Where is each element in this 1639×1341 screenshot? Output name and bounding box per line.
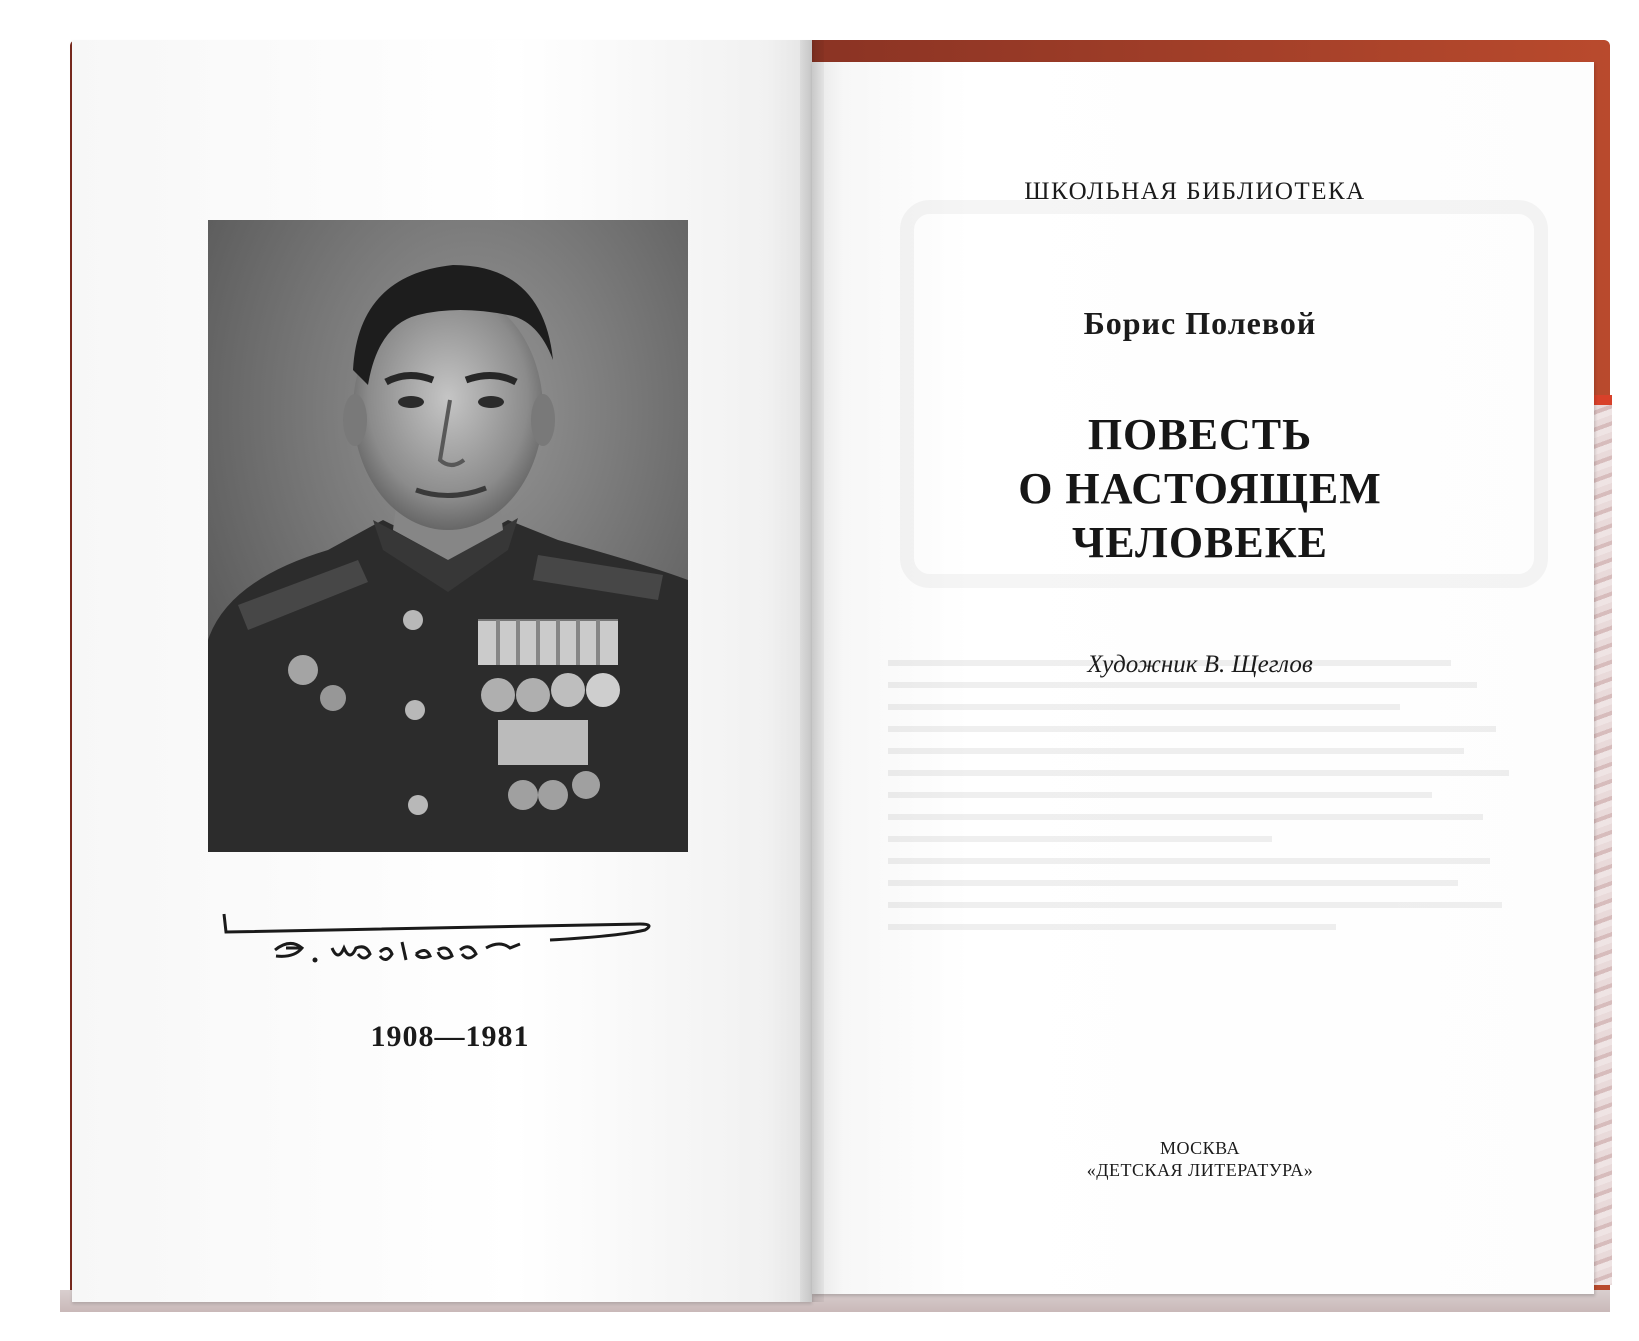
life-years: 1908—1981 xyxy=(370,1020,530,1053)
author-portrait-photo xyxy=(208,220,688,852)
reverse-page-bleed-text xyxy=(888,660,1528,1160)
title-line: ЧЕЛОВЕКЕ xyxy=(1071,518,1328,567)
portrait-illustration xyxy=(208,220,688,852)
book-title xyxy=(960,408,1440,570)
title-line: ПОВЕСТЬ xyxy=(1087,410,1313,459)
publication-city: МОСКВА xyxy=(1159,1138,1241,1158)
cover-pattern-edge xyxy=(1592,405,1612,1285)
author-signature xyxy=(220,900,680,980)
illustrator-credit: Художник В. Щеглов xyxy=(1087,651,1313,678)
series-name: ШКОЛЬНАЯ БИБЛИОТЕКА xyxy=(1024,178,1366,205)
title-line: О НАСТОЯЩЕМ xyxy=(1018,464,1382,513)
book-gutter-shadow xyxy=(800,40,824,1302)
author-name: Борис Полевой xyxy=(1083,305,1317,341)
publisher-name: «ДЕТСКАЯ ЛИТЕРАТУРА» xyxy=(1086,1160,1314,1180)
